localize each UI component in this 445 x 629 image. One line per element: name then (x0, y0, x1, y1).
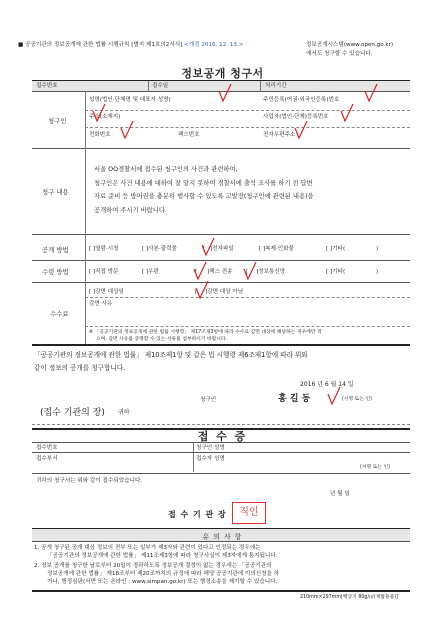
receive-method-label: 수령 방법 (42, 268, 69, 276)
fee-reduction-reason-label: 감면 사유 (89, 301, 113, 307)
check-mark-icon (327, 386, 341, 406)
receive-option-fax[interactable]: ]팩스 전송 (207, 269, 233, 275)
check-mark-icon (294, 120, 308, 140)
applicant-section-label: 청구인 (48, 117, 67, 125)
fee-reduction-target[interactable]: [ ]감면 대상임 (89, 289, 124, 295)
application-date: 2016 년 6 월 14 일 (300, 381, 354, 388)
agency-head-label: (접수 기관의 장) (40, 408, 105, 418)
check-mark-icon (195, 280, 209, 300)
receipt-date-label: 접수일 (152, 83, 169, 89)
business-number-field-label: 사업자(법인·단체)등록번호 (263, 114, 329, 120)
check-mark-icon (218, 83, 232, 103)
check-mark-icon (340, 103, 354, 123)
receipt-date-fields: 년 월 일 (330, 491, 350, 497)
note-item1-line2: 「공공기관의 정보공개에 관한 법률」 제11조제3항에 따라 청구사실이 제3자에게 통지됩니다. (47, 553, 278, 559)
id-number-field-label: 주민등록(여권·외국인등록)번호 (263, 97, 340, 103)
agency-suffix: 귀하 (118, 409, 130, 416)
note-item2-line2: 정보공개에 관한 법률」 제18조부터 제20조까지의 규정에 따라 해당 공공기관에 이의신청을 하 (47, 571, 280, 577)
check-mark-icon (193, 261, 207, 281)
check-mark-icon (201, 237, 215, 257)
receive-option-fax-bracket[interactable]: [ (195, 269, 198, 275)
disclosure-option-efile[interactable]: ]전자파일 (210, 246, 234, 252)
applicant-sign-name: 홍 길 동 (278, 394, 311, 404)
disclosure-option-other[interactable]: [ ]기타( (326, 246, 346, 252)
check-mark-icon (364, 83, 378, 103)
disclosure-method-label: 공개 방법 (42, 246, 69, 254)
receipt-number-label: 접수번호 (36, 83, 58, 89)
receipt-agency-head: 접 수 기 관 장 (168, 510, 227, 519)
email-field-label: 전자우편주소 (263, 132, 296, 138)
fee-label: 수수료 (50, 310, 69, 318)
disclosure-option-copy[interactable]: [ ]사본·출력물 (142, 246, 177, 252)
notes-title: 유 의 사 항 (202, 533, 243, 541)
declaration-line1: 「공공기관의 정보공개에 관한 법률」 제10조제1항 및 같은 법 시행령 제6조제1항에 따라 위와 (34, 351, 308, 359)
fee-note-line2: 으며, 감면 사유를 증명할 수 있는 서류를 첨부하시기 바랍니다. (96, 337, 228, 342)
receive-option-other[interactable]: [ ]기타( (326, 269, 346, 275)
applicant-sign-note: (서명 또는 인) (342, 397, 372, 402)
check-mark-icon (92, 103, 106, 123)
note-item2-line1: 2. 정보 공개를 청구한 날로부터 20일이 경과하도록 정보공개 결정이 없는 경우에는 「공공기관의 (34, 563, 272, 569)
name-field-label: 성명(법인·단체명 및 대표자 성명) (89, 97, 171, 103)
check-mark-icon (243, 261, 257, 281)
receipt-dept-field: 접수부서 (36, 456, 58, 462)
receive-option-network[interactable]: ]정보통신망 (256, 269, 286, 275)
receive-option-visit[interactable]: [ ]직접 방문 (89, 269, 119, 275)
processing-period-label: 처리기간 (265, 83, 287, 89)
note-item2-line3: 거나, 행정심판(서면 또는 온라인 : www.simpan.go.kr) 또는 행정소송을 제기할 수 있습니다. (47, 579, 278, 585)
receive-option-mail[interactable]: [ ]우편 (142, 269, 159, 275)
disclosure-option-efile-bracket[interactable]: [ (203, 246, 206, 252)
request-content-label: 청구 내용 (42, 188, 69, 196)
fax-field-label: 팩스번호 (178, 132, 200, 138)
receive-option-network-bracket[interactable]: [ (246, 269, 249, 275)
receipt-message: 귀하의 청구서는 위와 같이 접수되었습니다. (36, 478, 143, 484)
fee-not-target[interactable]: ]감면 대상 아님 (205, 289, 244, 295)
receipt-receiver-sign-note: (서명 또는 인) (360, 465, 390, 470)
check-mark-icon (120, 120, 134, 140)
disclosure-option-duplicate[interactable]: [ ]복제·인화물 (259, 246, 294, 252)
note-item1-line1: 1. 공개 청구된 공개 대상 정보의 전부 또는 일부가 제3자와 관련이 있다고 인정되는 경우에는 (34, 545, 261, 551)
disclosure-option-other-close: ) (376, 246, 379, 252)
paper-spec-footer: 210mm×297mm[백상지 80g/㎡(재활용품)] (300, 595, 399, 600)
applicant-sign-label: 청구인 (200, 397, 217, 403)
phone-field-label: 전화번호 (89, 132, 111, 138)
page-title: 정보공개 청구서 (181, 67, 264, 80)
fee-not-target-bracket[interactable]: [ (195, 289, 198, 295)
disclosure-option-view[interactable]: [ ]열람·시청 (89, 246, 119, 252)
receipt-applicant-name-field: 청구인 성명 (196, 445, 225, 451)
receipt-number-field: 접수번호 (36, 445, 58, 451)
receive-option-other-close: ) (376, 269, 379, 275)
regulation-reference: ■ 공공기관의 정보공개에 관한 법률 시행규칙 [별지 제1호의2서식] <개정 2016. 12. 13.> (18, 42, 244, 48)
official-seal-stamp: 직인 (232, 502, 266, 524)
receipt-title: 접 수 증 (197, 430, 248, 443)
receipt-receiver-name-field: 접수자 성명 (196, 456, 225, 462)
portal-notice-line2: 에서도 청구할 수 있습니다. (306, 51, 373, 57)
address-field-label: 주소(소재지) (89, 114, 121, 120)
fee-note-line1: ※ 「공공기관의 정보공개에 관한 법률 시행령」 제17조제3항에 따라 수수료 감면 대상에 해당하는 경우에만 적 (89, 330, 322, 335)
declaration-line2: 같이 정보의 공개를 청구합니다. (34, 364, 126, 372)
request-content-text: 서울 OO경찰서에 접수된 청구인의 사건과 관련하여, 청구인은 사건 내용에 대하여 잘 알지 못하여 경찰서에 출석 조사를 하기 전 답변 자료 준비 등 방어권을 충분히 행사할 수 있도록 고발장(청구인에 관련된 내용)을 공개하여 주시기 바랍니다. (94, 166, 314, 214)
portal-notice-line1: 정보공개시스템(www.open.go.kr) (306, 42, 394, 48)
